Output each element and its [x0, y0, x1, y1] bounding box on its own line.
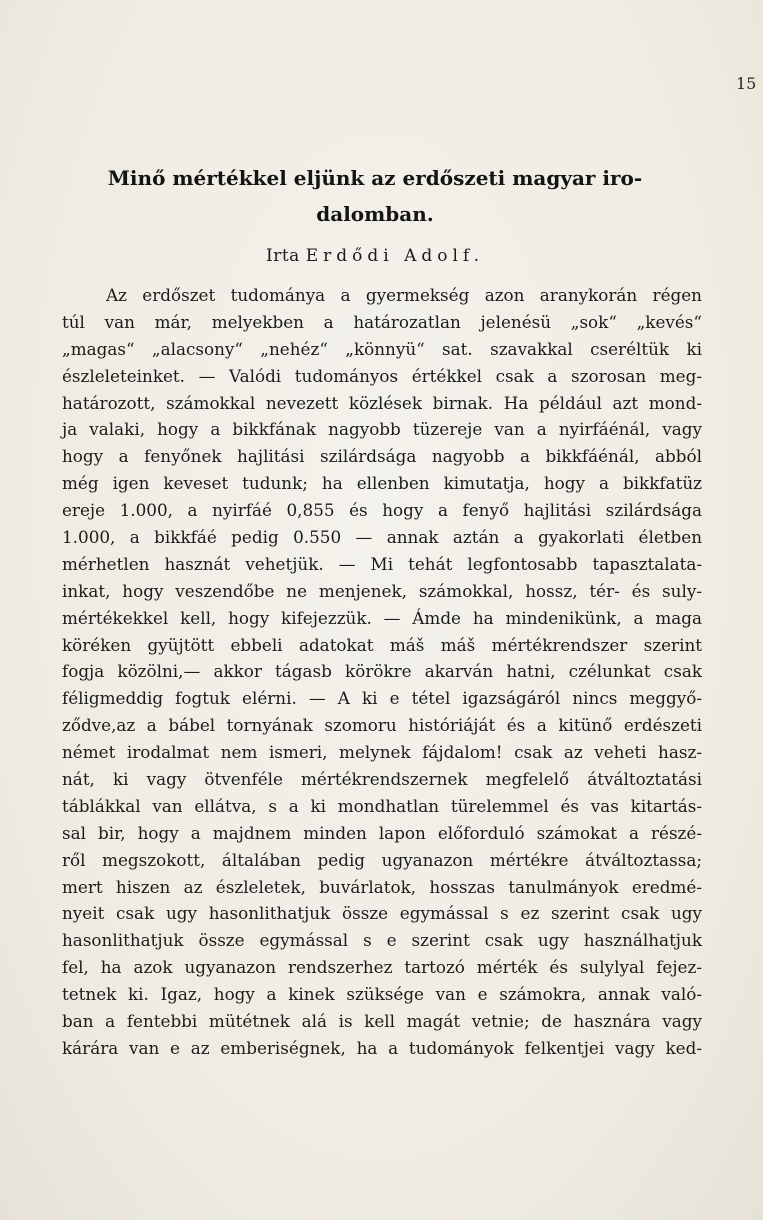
- title-line-2: dalomban.: [316, 202, 434, 226]
- text-line: mértékekkel kell, hogy kifejezzük. — Ámde ha mindenikünk, a maga: [62, 607, 702, 628]
- text-line: kárára van e az emberiségnek, ha a tudományok felkentjei vagy ked-: [62, 1037, 702, 1058]
- text-line: mert hiszen az észleletek, buvárlatok, hosszas tanulmányok eredmé-: [62, 876, 702, 897]
- text-line: sal bir, hogy a majdnem minden lapon előforduló számokat a részé-: [62, 822, 702, 843]
- text-line: ződve,az a bábel tornyának szomoru históriáját és a kitünő erdészeti: [62, 715, 702, 736]
- text-line: táblákkal van ellátva, s a ki mondhatlan türelemmel és vas kitartás-: [62, 795, 702, 816]
- text-line: észleleteinket. — Valódi tudományos értékkel csak a szorosan meg-: [62, 365, 702, 386]
- text-line: még igen keveset tudunk; ha ellenben kimutatja, hogy a bikkfatüz: [62, 473, 702, 494]
- text-line: köréken gyüjtött ebbeli adatokat máš máš mértékrendszer szerint: [62, 634, 702, 655]
- author-name: Erdődi Adolf.: [305, 246, 485, 266]
- text-line: hogy a fenyőnek hajlitási szilárdsága nagyobb a bikkfáénál, abból: [62, 446, 702, 467]
- text-line: fel, ha azok ugyanazon rendszerhez tartozó mérték és sulylyal fejez-: [62, 957, 702, 978]
- text-line: ban a fentebbi mütétnek alá is kell magát vetnie; de hasznára vagy: [62, 1011, 702, 1032]
- author-prefix: Irta: [265, 246, 300, 266]
- text-line: ja valaki, hogy a bikkfának nagyobb tüzereje van a nyirfáénál, vagy: [62, 419, 702, 440]
- text-line: túl van már, melyekben a határozatlan jelenésü „sok“ „kevés“: [62, 311, 702, 332]
- text-line: fogja közölni,— akkor tágasb körökre akarván hatni, czélunkat csak: [62, 661, 702, 682]
- text-line: mérhetlen hasznát vehetjük. — Mi tehát legfontosabb tapasztalata-: [62, 553, 702, 574]
- text-line: 1.000, a bikkfáé pedig 0.550 — annak aztán a gyakorlati életben: [62, 527, 702, 548]
- text-line: német irodalmat nem ismeri, melynek fájdalom! csak az veheti hasz-: [62, 742, 702, 763]
- text-line: nát, ki vagy ötvenféle mértékrendszernek megfelelő átváltoztatási: [62, 769, 702, 790]
- text-line: inkat, hogy veszendőbe ne menjenek, számokkal, hossz, tér- és suly-: [62, 580, 702, 601]
- text-line: Az erdőszet tudománya a gyermekség azon aranykorán régen: [106, 285, 702, 305]
- text-line: „magas“ „alacsony“ „nehéz“ „könnyü“ sat. szavakkal cseréltük ki: [62, 338, 702, 359]
- page-number: 15: [736, 74, 757, 93]
- title-line-1: Minő mértékkel eljünk az erdőszeti magyar iro-: [107, 166, 643, 190]
- text-line: féligmeddig fogtuk elérni. — A ki e tétel igazságáról nincs meggyő-: [62, 688, 702, 709]
- body-text: [62, 282, 702, 1062]
- author-line: [100, 246, 650, 266]
- text-line: ről megszokott, általában pedig ugyanazon mértékre átváltoztassa;: [62, 849, 702, 870]
- article-title: [50, 160, 700, 232]
- text-line: tetnek ki. Igaz, hogy a kinek szüksége van e számokra, annak való-: [62, 984, 702, 1005]
- text-line: ereje 1.000, a nyirfáé 0,855 és hogy a fenyő hajlitási szilárdsága: [62, 500, 702, 521]
- text-line: hasonlithatjuk össze egymással s e szerint csak ugy használhatjuk: [62, 930, 702, 951]
- text-line: határozott, számokkal nevezett közlések birnak. Ha például azt mond-: [62, 392, 702, 413]
- text-line: nyeit csak ugy hasonlithatjuk össze egymással s ez szerint csak ugy: [62, 903, 702, 924]
